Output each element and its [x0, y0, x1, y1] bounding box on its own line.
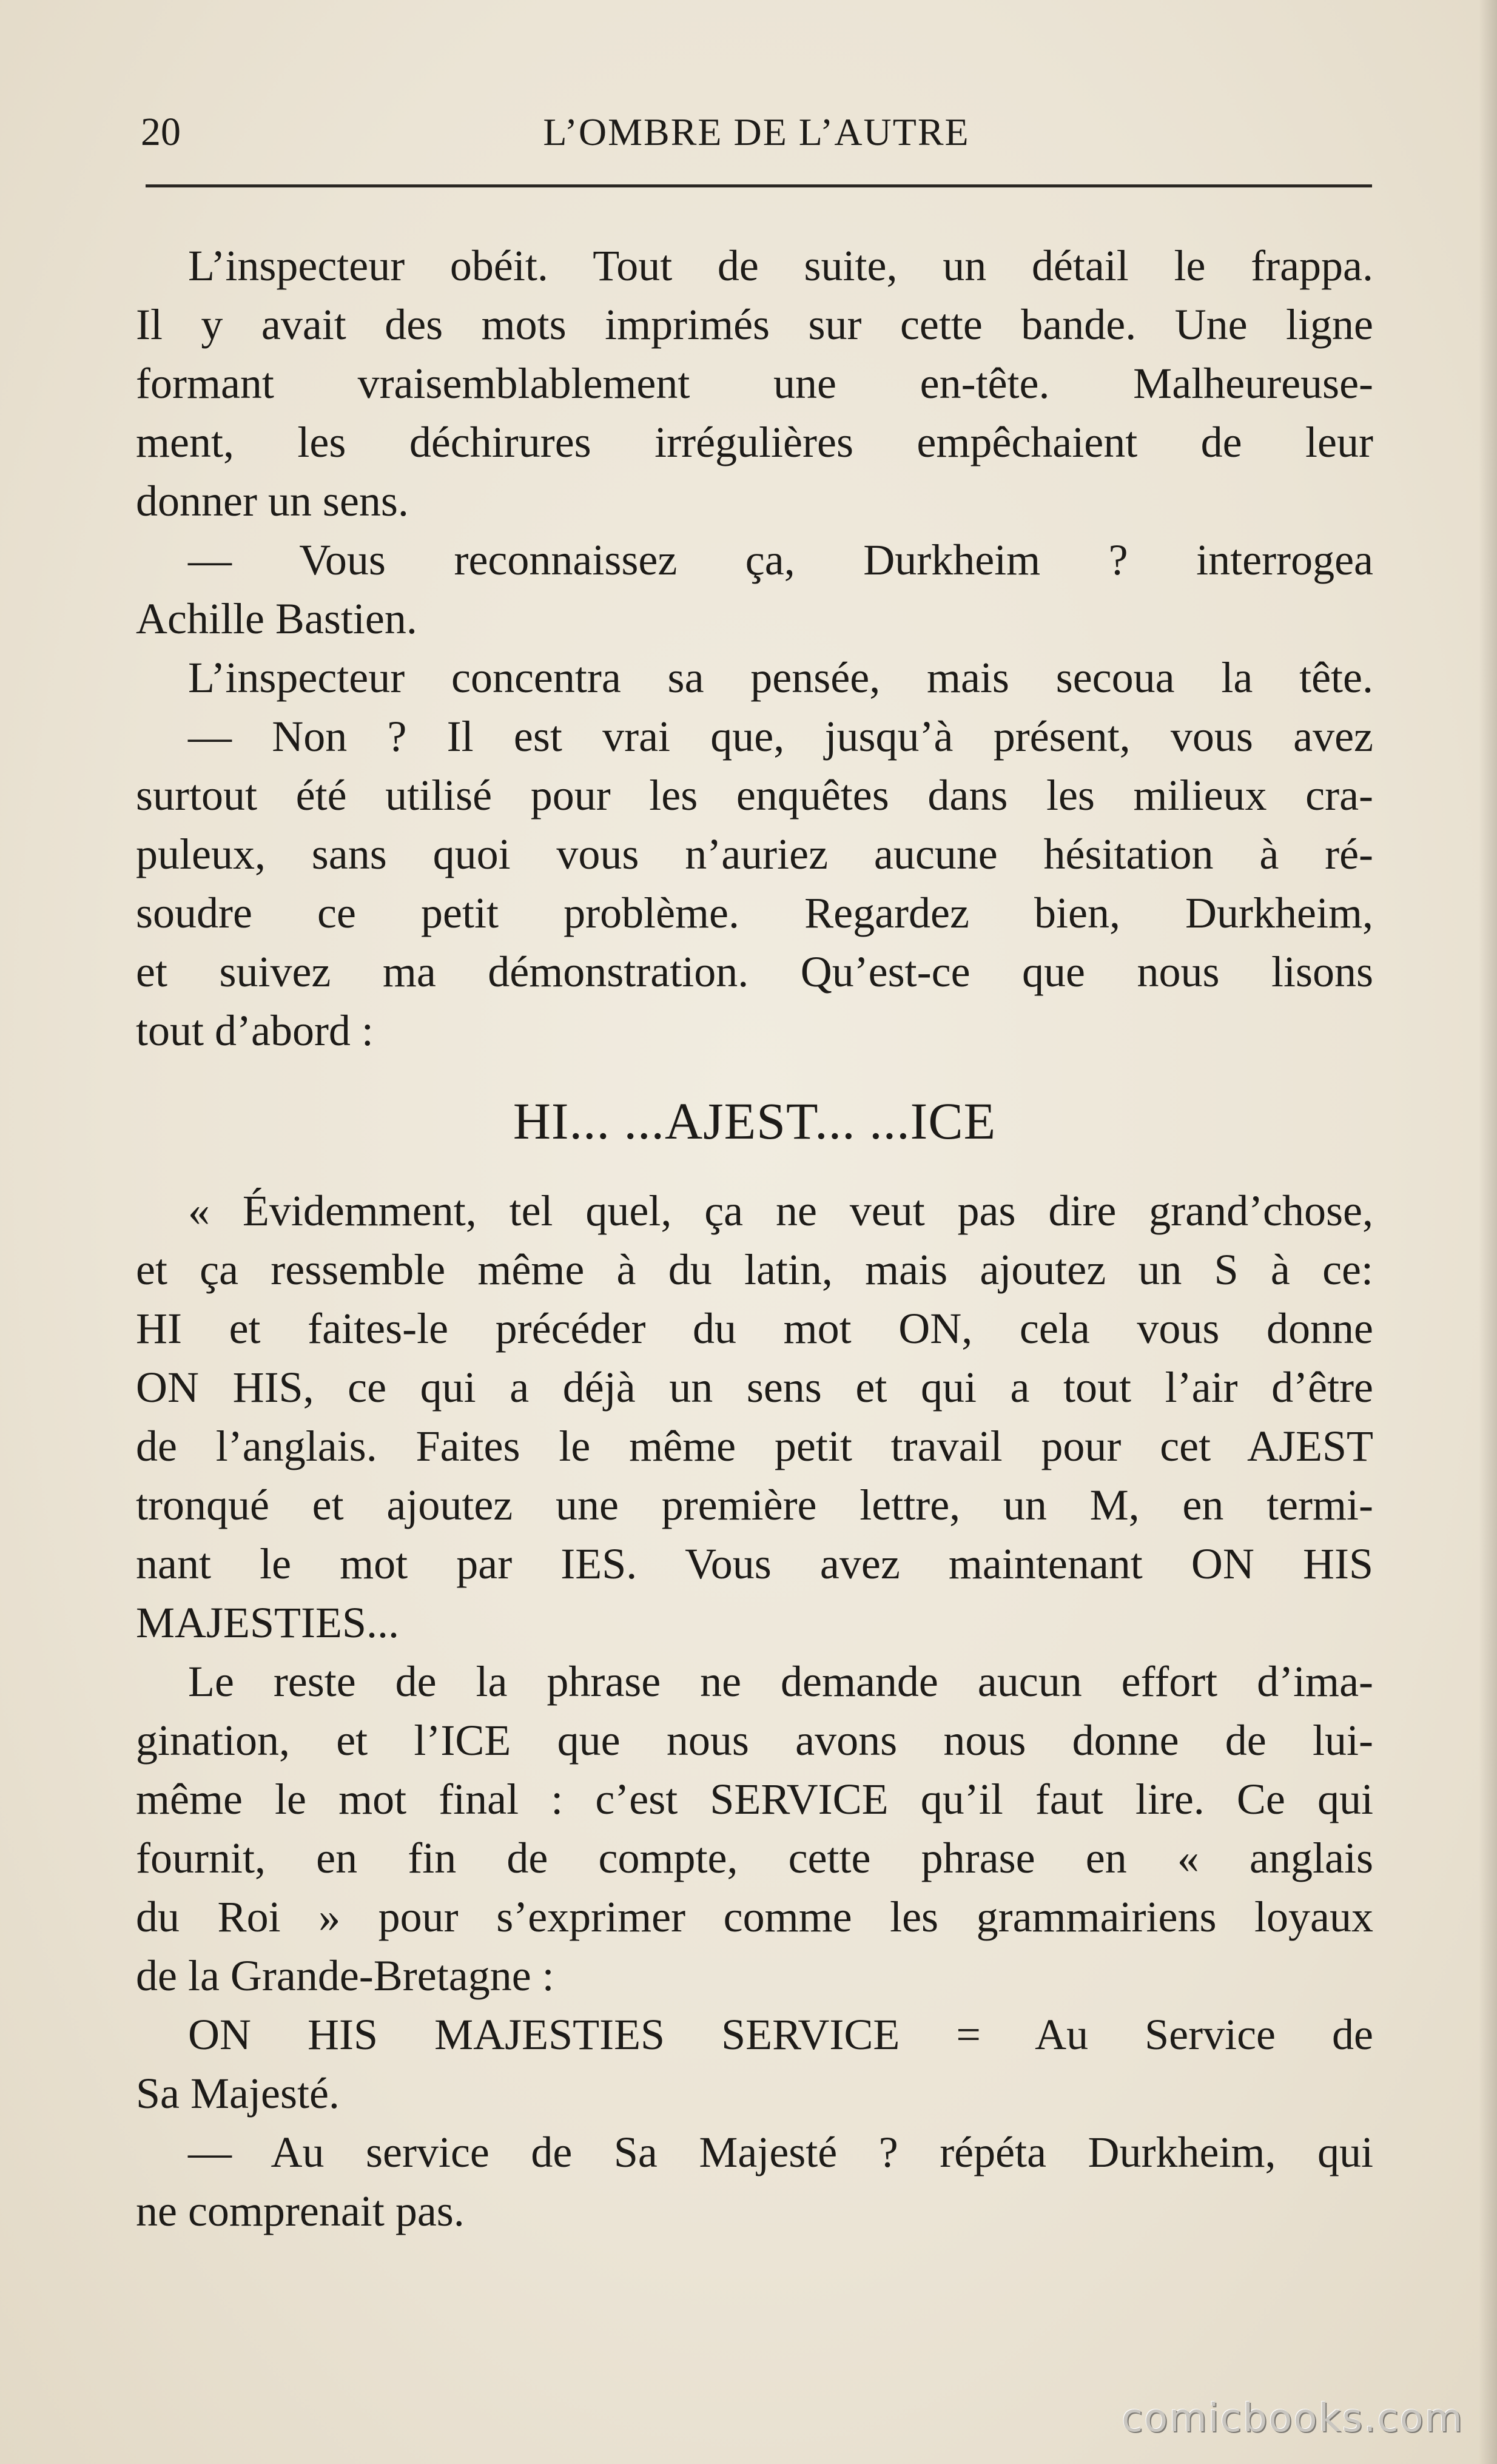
text-line: de l’anglais. Faites le même petit travail pour cet AJEST — [136, 1422, 1373, 1470]
watermark: comicbooks.com — [1121, 2396, 1464, 2441]
page-number: 20 — [141, 110, 181, 154]
text-line: surtout été utilisé pour les enquêtes dans les milieux cra- — [136, 771, 1373, 820]
text-line: puleux, sans quoi vous n’auriez aucune hésitation à ré- — [136, 830, 1373, 878]
text-line: soudre ce petit problème. Regardez bien, Durkheim, — [136, 889, 1373, 937]
text-line: HI et faites-le précéder du mot ON, cela vous donne — [136, 1304, 1373, 1353]
text-line: de la Grande-Bretagne : — [136, 1951, 554, 2000]
text-line: MAJESTIES... — [136, 1598, 400, 1647]
text-line: — Vous reconnaissez ça, Durkheim ? interrogea — [188, 536, 1373, 584]
text-line: — Non ? Il est vrai que, jusqu’à présent, vous avez — [188, 712, 1373, 761]
text-line: « Évidemment, tel quel, ça ne veut pas dire grand’chose, — [188, 1187, 1373, 1235]
text-line: tronqué et ajoutez une première lettre, un M, en termi- — [136, 1481, 1373, 1529]
centered-fragment: HI... ...AJEST... ...ICE — [513, 1092, 997, 1150]
text-line: ON HIS, ce qui a déjà un sens et qui a tout l’air d’être — [136, 1363, 1373, 1412]
text-line: donner un sens. — [136, 477, 409, 525]
text-line: fournit, en fin de compte, cette phrase en « anglais — [136, 1834, 1373, 1882]
text-line: nant le mot par IES. Vous avez maintenant ON HIS — [136, 1540, 1373, 1588]
text-line: du Roi » pour s’exprimer comme les grammairiens loyaux — [136, 1893, 1373, 1941]
text-line: et suivez ma démonstration. Qu’est-ce que nous lisons — [136, 948, 1373, 996]
text-line: L’inspecteur obéit. Tout de suite, un détail le frappa. — [188, 241, 1373, 290]
text-line: même le mot final : c’est SERVICE qu’il faut lire. Ce qui — [136, 1775, 1373, 1823]
text-line: ne comprenait pas. — [136, 2187, 465, 2235]
text-line: et ça ressemble même à du latin, mais ajoutez un S à ce: — [136, 1245, 1373, 1294]
text-line: L’inspecteur concentra sa pensée, mais secoua la tête. — [188, 653, 1373, 702]
text-line: Achille Bastien. — [136, 594, 417, 643]
text-line: ment, les déchirures irrégulières empêchaient de leur — [136, 418, 1373, 466]
text-line: Le reste de la phrase ne demande aucun effort d’ima- — [188, 1657, 1373, 1706]
header-rule — [146, 184, 1372, 187]
text-line: formant vraisemblablement une en-tête. Malheureuse- — [136, 359, 1373, 408]
text-line: ON HIS MAJESTIES SERVICE = Au Service de — [188, 2010, 1373, 2059]
running-title: L’OMBRE DE L’AUTRE — [543, 110, 970, 153]
text-line: Il y avait des mots imprimés sur cette bande. Une ligne — [136, 300, 1373, 349]
text-line: — Au service de Sa Majesté ? répéta Durkheim, qui — [188, 2128, 1373, 2176]
text-line: gination, et l’ICE que nous avons nous donne de lui- — [136, 1716, 1373, 1765]
body-text — [136, 237, 1373, 2241]
text-line: tout d’abord : — [136, 1006, 374, 1055]
page-edge-shadow — [1479, 0, 1497, 2464]
page-header — [141, 108, 1372, 157]
text-line: Sa Majesté. — [136, 2069, 340, 2118]
